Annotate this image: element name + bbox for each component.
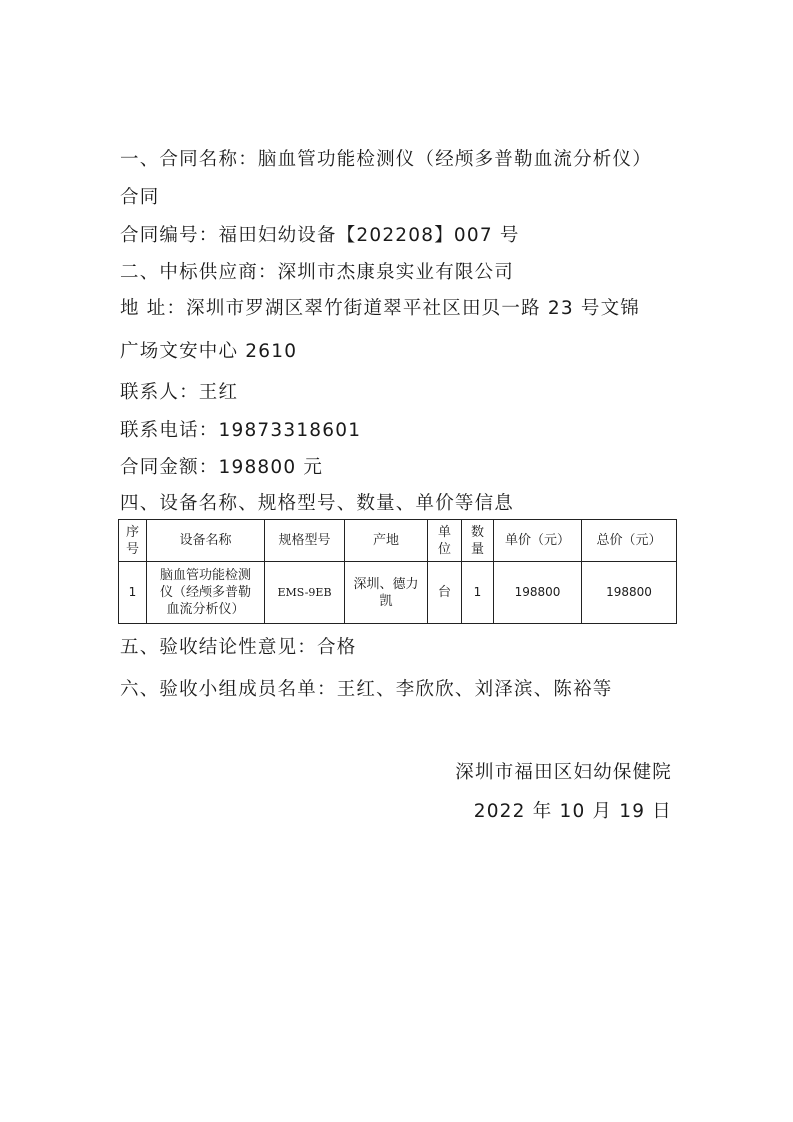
acceptance-conclusion-line: 五、验收结论性意见：合格 — [120, 637, 357, 658]
header-origin: 产地 — [345, 520, 428, 562]
signature-date: 2022 年 10 月 19 日 — [473, 801, 672, 822]
header-unit: 单位 — [428, 520, 462, 562]
header-name: 设备名称 — [147, 520, 265, 562]
contact-phone-line: 联系电话：19873318601 — [120, 420, 362, 441]
cell-unit-price: 198800 — [494, 562, 582, 624]
equipment-section-heading: 四、设备名称、规格型号、数量、单价等信息 — [120, 493, 515, 514]
cell-seq: 1 — [119, 562, 147, 624]
header-total-price: 总价（元） — [582, 520, 677, 562]
contract-amount-line: 合同金额：198800 元 — [120, 457, 324, 478]
cell-total-price: 198800 — [582, 562, 677, 624]
table-row — [119, 562, 677, 624]
contract-number-line: 合同编号：福田妇幼设备【202208】007 号 — [120, 225, 520, 246]
signature-organization: 深圳市福田区妇幼保健院 — [455, 762, 672, 783]
cell-origin: 深圳、德力凯 — [345, 562, 428, 624]
supplier-line: 二、中标供应商：深圳市杰康泉实业有限公司 — [120, 262, 515, 283]
cell-qty: 1 — [462, 562, 494, 624]
table-header-row — [119, 520, 677, 562]
header-model: 规格型号 — [265, 520, 345, 562]
cell-model: EMS-9EB — [265, 562, 345, 624]
cell-name: 脑血管功能检测仪（经颅多普勒血流分析仪） — [147, 562, 265, 624]
header-unit-price: 单价（元） — [494, 520, 582, 562]
header-qty: 数量 — [462, 520, 494, 562]
header-seq: 序号 — [119, 520, 147, 562]
equipment-table — [118, 519, 677, 624]
contract-name-line: 一、合同名称：脑血管功能检测仪（经颅多普勒血流分析仪） — [120, 149, 652, 170]
cell-unit: 台 — [428, 562, 462, 624]
address-continuation: 广场文安中心 2610 — [120, 341, 298, 362]
address-line: 地 址：深圳市罗湖区翠竹街道翠平社区田贝一路 23 号文锦 — [120, 298, 640, 319]
contract-name-continuation: 合同 — [120, 187, 160, 208]
contact-person-line: 联系人：王红 — [120, 382, 239, 403]
acceptance-members-line: 六、验收小组成员名单：王红、李欣欣、刘泽滨、陈裕等 — [120, 679, 613, 700]
